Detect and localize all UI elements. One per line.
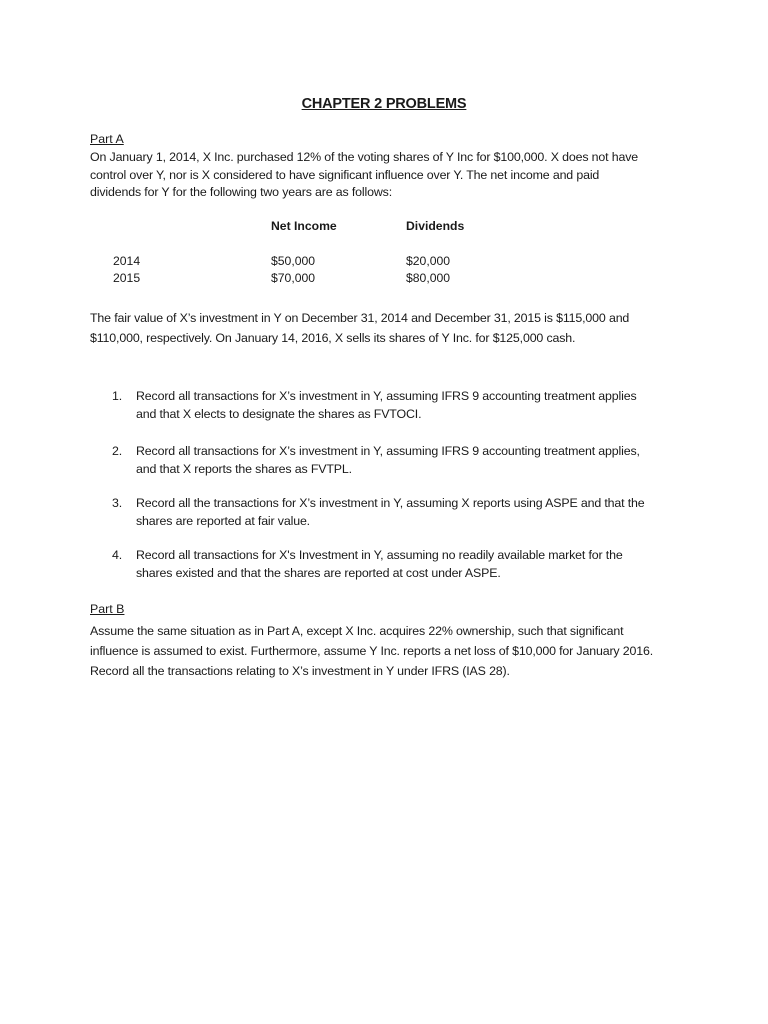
- question-text: [136, 388, 696, 423]
- question-line: Record all the transactions for X’s investment in Y, assuming X reports using ASPE and that the: [136, 496, 645, 510]
- part-a-heading: Part A: [90, 132, 124, 146]
- table-cell-year: 2014: [113, 254, 141, 268]
- question-text: [136, 443, 696, 478]
- fair-value-line: $110,000, respectively. On January 14, 2016, X sells its shares of Y Inc. for $125,000 cash.: [90, 331, 576, 345]
- fair-value-line: The fair value of X’s investment in Y on December 31, 2014 and December 31, 2015 is $115,000 and: [90, 311, 630, 325]
- question-line: shares existed and that the shares are reported at cost under ASPE.: [136, 565, 501, 580]
- table-cell-net-income: $70,000: [271, 271, 316, 285]
- question-text: [136, 547, 696, 582]
- question-line: and that X reports the shares as FVTPL.: [136, 461, 352, 476]
- table-cell-dividends: $20,000: [406, 254, 451, 268]
- question-text: [136, 495, 696, 530]
- table-header-net-income: Net Income: [271, 219, 337, 233]
- part-b-heading: Part B: [90, 602, 125, 616]
- question-line: Record all transactions for X’s investment in Y, assuming IFRS 9 accounting treatment applies,: [136, 444, 640, 458]
- part-b-line: influence is assumed to exist. Furthermore, assume Y Inc. reports a net loss of $10,000 for January 2016.: [90, 644, 654, 658]
- question-line: Record all transactions for X’s investment in Y, assuming IFRS 9 accounting treatment applies: [136, 389, 637, 403]
- part-b-line: Assume the same situation as in Part A, except X Inc. acquires 22% ownership, such that significant: [90, 624, 624, 638]
- question-number: 1.: [112, 389, 123, 403]
- fair-value-paragraph: [90, 308, 690, 348]
- table-cell-dividends: $80,000: [406, 271, 451, 285]
- page-title: CHAPTER 2 PROBLEMS: [301, 96, 467, 112]
- question-number: 3.: [112, 496, 123, 510]
- intro-line: dividends for Y for the following two years are as follows:: [90, 185, 392, 199]
- intro-line: On January 1, 2014, X Inc. purchased 12% of the voting shares of Y Inc for $100,000. X does not have: [90, 150, 638, 164]
- question-line: Record all transactions for X's Investment in Y, assuming no readily available market for the: [136, 548, 623, 562]
- part-b-line: Record all the transactions relating to X’s investment in Y under IFRS (IAS 28).: [90, 664, 510, 678]
- intro-line: control over Y, nor is X considered to have significant influence over Y. The net income and paid: [90, 167, 600, 182]
- part-a-intro: [90, 149, 690, 202]
- question-line: shares are reported at fair value.: [136, 513, 310, 528]
- question-number: 2.: [112, 444, 123, 458]
- table-header-dividends: Dividends: [406, 219, 465, 233]
- table-cell-net-income: $50,000: [271, 254, 316, 268]
- question-number: 4.: [112, 548, 123, 562]
- question-line: and that X elects to designate the shares as FVTOCI.: [136, 406, 422, 421]
- part-b-paragraph: [90, 621, 690, 681]
- table-cell-year: 2015: [113, 271, 141, 285]
